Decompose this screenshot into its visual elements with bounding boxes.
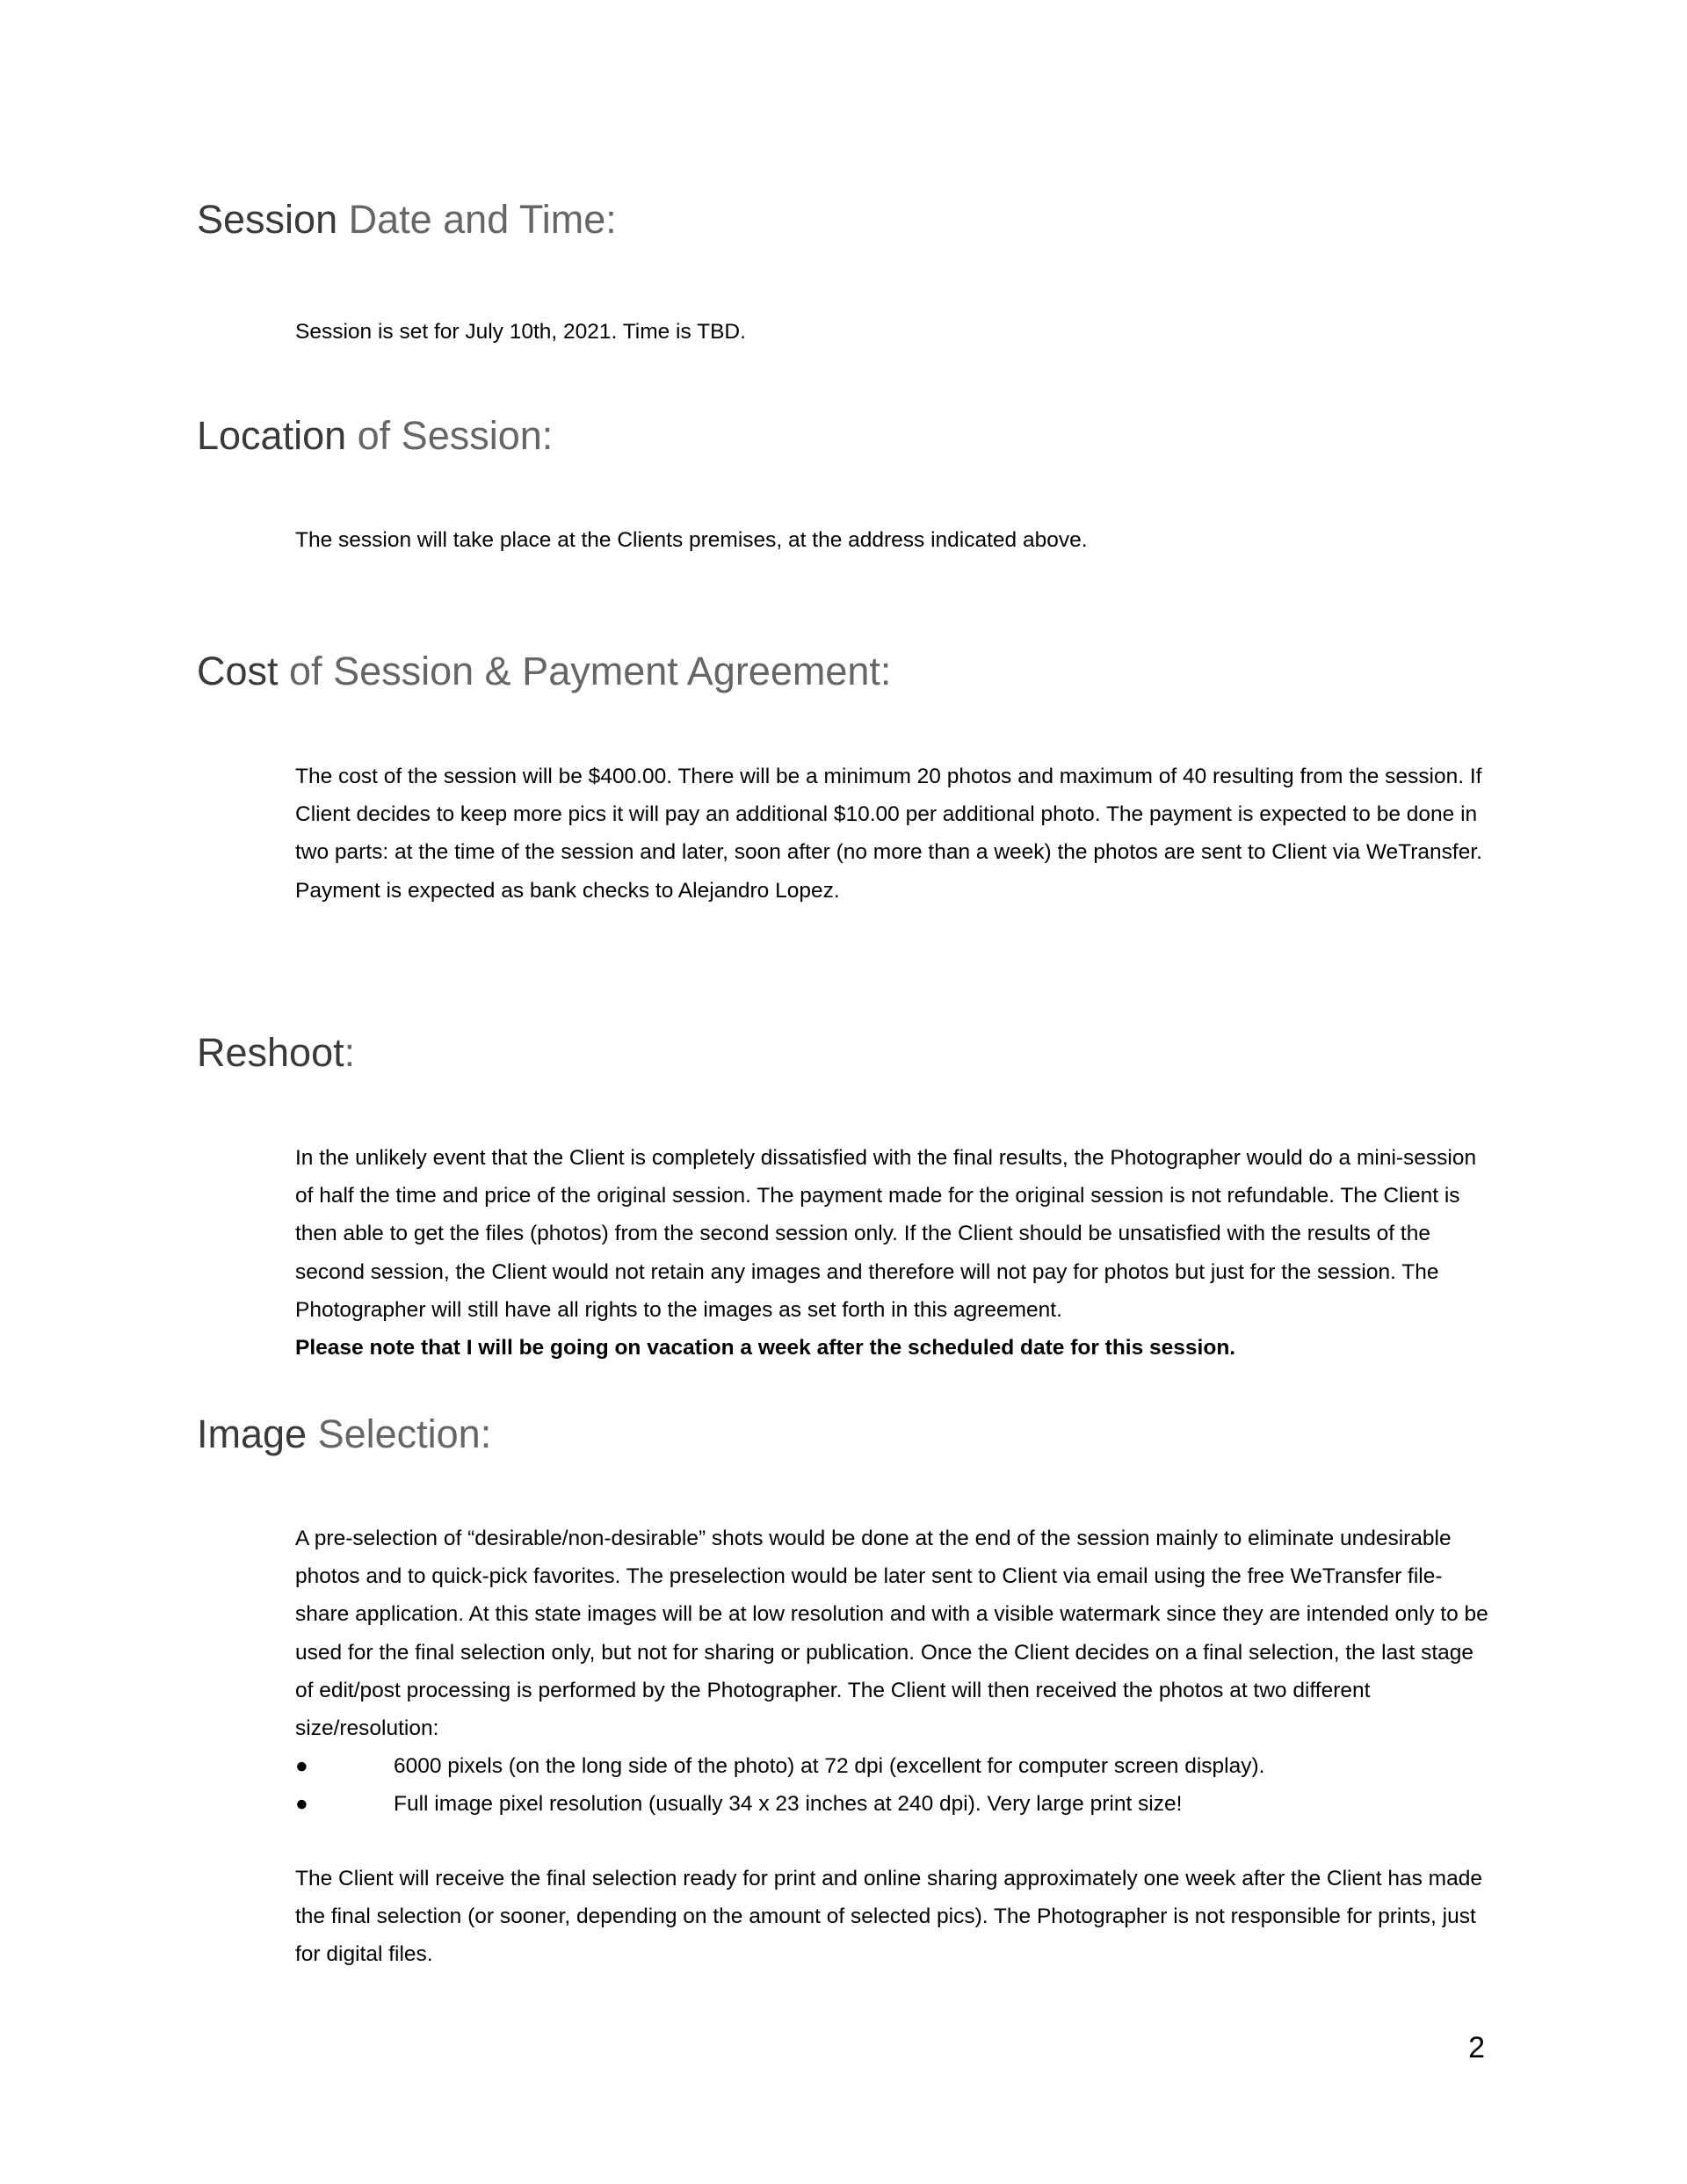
reshoot-vacation-note: Please note that I will be going on vacation a week after the scheduled date for this session.: [295, 1336, 1236, 1360]
heading-part-dark: Location: [197, 413, 347, 458]
heading-part-grey: of Session & Payment Agreement:: [278, 649, 892, 693]
bullet-text: Full image pixel resolution (usually 34 x 23 inches at 240 dpi). Very large print size!: [394, 1792, 1183, 1817]
list-item: [295, 1785, 1490, 1823]
bullet-text: 6000 pixels (on the long side of the photo) at 72 dpi (excellent for computer screen display).: [394, 1754, 1265, 1779]
heading-part-dark: Reshoot: [197, 1030, 344, 1075]
heading-part-dark: Image: [197, 1411, 308, 1456]
heading-part-grey: Selection:: [307, 1411, 492, 1456]
heading-part-grey: Date and Time:: [337, 197, 617, 242]
paragraph-reshoot: [295, 1139, 1490, 1367]
paragraph-location: The session will take place at the Clients premises, at the address indicated above.: [295, 528, 1088, 552]
heading-location: [197, 413, 553, 459]
bullet-icon: ●: [295, 1754, 308, 1779]
reshoot-body: In the unlikely event that the Client is completely dissatisfied with the final results, the Photographer would do a mini-session of half the time and price of the original session. The payment made for the original session is not refundable. The Client is then able to get the files (photos) from the second session only. If the Client should be unsatisfied with the results of the second session, the Client would not retain any images and therefore will not pay for photos but just for the session. The Photographer will still have all rights to the images as set forth in this agreement.: [295, 1146, 1477, 1322]
resolution-bullet-list: [295, 1747, 1490, 1823]
list-item: [295, 1747, 1490, 1785]
paragraph-cost-payment: The cost of the session will be $400.00. There will be a minimum 20 photos and maximum of 40 resulting from the session. If Client decides to keep more pics it will pay an additional $10.00 per additional photo. The payment is expected to be done in two parts: at the time of the session and later, soon after (no more than a week) the photos are sent to Client via WeTransfer. Payment is expected as bank checks to Alejandro Lopez.: [295, 765, 1482, 903]
page-number: 2: [1468, 2031, 1485, 2064]
paragraph-session-date-time: Session is set for July 10th, 2021. Time is TBD.: [295, 320, 746, 344]
heading-part-dark: Cost: [197, 649, 279, 693]
heading-reshoot: [197, 1030, 355, 1076]
image-selection-body: A pre-selection of “desirable/non-desirable” shots would be done at the end of the session mainly to eliminate undesirable photos and to quick-pick favorites. The preselection would be later sent to Client via email using the free WeTransfer file-share application. At this state images will be at low resolution and with a visible watermark since they are intended only to be used for the final selection only, but not for sharing or publication. Once the Client decides on a final selection, the last stage of edit/post processing is performed by the Photographer. The Client will then received the photos at two different size/resolution:: [295, 1527, 1488, 1741]
heading-image-selection: [197, 1411, 491, 1457]
bullet-icon: ●: [295, 1792, 308, 1817]
heading-session-date-time: [197, 197, 617, 243]
paragraph-image-selection: [295, 1520, 1490, 1824]
heading-part-grey: :: [344, 1030, 356, 1075]
heading-cost-payment: [197, 649, 891, 694]
paragraph-image-delivery: The Client will receive the final selection ready for print and online sharing approximately one week after the Client has made the final selection (or sooner, depending on the amount of selected pics). The Photographer is not responsible for prints, just for digital files.: [295, 1867, 1482, 1967]
heading-part-dark: Session: [197, 197, 338, 242]
heading-part-grey: of Session:: [346, 413, 554, 458]
